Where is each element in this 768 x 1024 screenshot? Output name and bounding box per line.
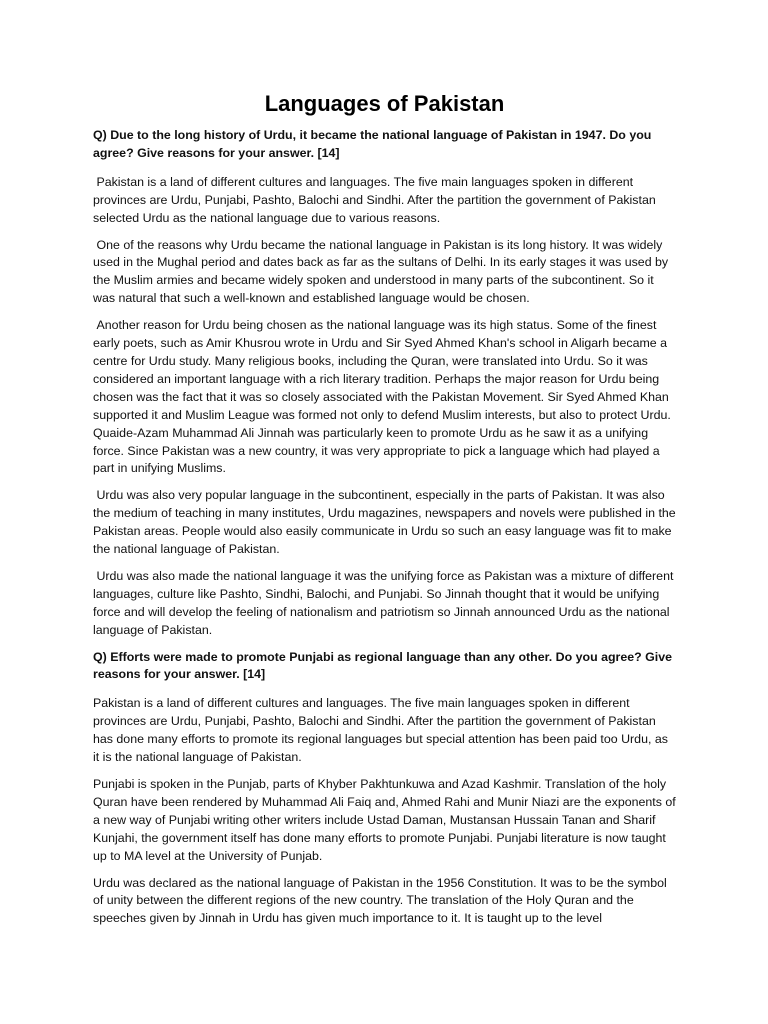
answer-2-paragraph: Urdu was declared as the national language of Pakistan in the 1956 Constitution. It was to be the symbol of unity between the different regions of the new country. The translation of the Holy Quran and the speeches given by Jinnah in Urdu has given much importance to it. It is taught up to the level xyxy=(93,875,671,926)
answer-2-paragraph: Punjabi is spoken in the Punjab, parts of Khyber Pakhtunkuwa and Azad Kashmir. Translation of the holy Quran have been rendered by Muhammad Ali Faiq and, Ahmed Rahi and Munir Niazi are the exponents of a new way of Punjabi writing other writers include Ustad Daman, Mustansan Hussain Tanan and Sharif Kunjahi, the government itself has done many efforts to promote Punjabi. Punjabi literature is now taught up to MA level at the University of Punjab. xyxy=(93,777,680,863)
question-2: Q) Efforts were made to promote Punjabi as regional language than any other. Do you agree? Give reasons for your answer. [14] xyxy=(93,649,673,682)
answer-1-paragraph: Urdu was also very popular language in the subcontinent, especially in the parts of Pakistan. It was also the medium of teaching in many institutes, Urdu magazines, newspapers and novels were published in the Pakistan areas. People would also easily communicate in Urdu so such an easy language was fit to make the national language of Pakistan. xyxy=(93,488,680,557)
document-body xyxy=(93,88,680,937)
answer-2-paragraph: Pakistan is a land of different cultures and languages. The five main languages spoken in different provinces are Urdu, Punjabi, Pashto, Balochi and Sindhi. After the partition the government of Pakistan has done many efforts to promote its regional languages but special attention has been paid too Urdu, as it is the national language of Pakistan. xyxy=(93,696,672,765)
answer-1-paragraph: Pakistan is a land of different cultures and languages. The five main languages spoken in different provinces are Urdu, Punjabi, Pashto, Balochi and Sindhi. After the partition the government of Pakistan selected Urdu as the national language due to various reasons. xyxy=(93,174,660,225)
page-title: Languages of Pakistan xyxy=(264,91,505,116)
answer-1-paragraph: Another reason for Urdu being chosen as the national language was its high status. Some of the finest early poets, such as Amir Khusrou wrote in Urdu and Sir Syed Ahmed Khan's school in Aligarh became a centre for Urdu study. Many religious books, including the Quran, were translated into Urdu. So it was considered an important language with a rich literary tradition. Perhaps the major reason for Urdu being chosen was the fact that it was so closely associated with the Pakistan Movement. Sir Syed Ahmed Khan supported it and Muslim League was formed not only to defend Muslim interests, but also to protect Urdu. Quaide-Azam Muhammad Ali Jinnah was particularly keen to promote Urdu as he saw it as a unifying force. Since Pakistan was a new country, it was very appropriate to pick a language which had played a part in unifying Muslims. xyxy=(93,318,675,476)
question-1: Q) Due to the long history of Urdu, it became the national language of Pakistan in 1947. Do you agree? Give reasons for your answer. [14] xyxy=(93,128,652,160)
answer-1-paragraph: Urdu was also made the national language it was the unifying force as Pakistan was a mixture of different languages, culture like Pashto, Sindhi, Balochi, and Punjabi. So Jinnah thought that it would be unifying force and will develop the feeling of nationalism and patriotism so Jinnah announced Urdu as the national language of Pakistan. xyxy=(93,568,677,637)
answer-1-paragraph: One of the reasons why Urdu became the national language in Pakistan is its long history. It was widely used in the Mughal period and dates back as far as the sultans of Delhi. In its early stages it was used by the Muslim armies and became widely spoken and understood in many parts of the subcontinent. So it was natural that such a well-known and established language would be chosen. xyxy=(93,237,672,306)
